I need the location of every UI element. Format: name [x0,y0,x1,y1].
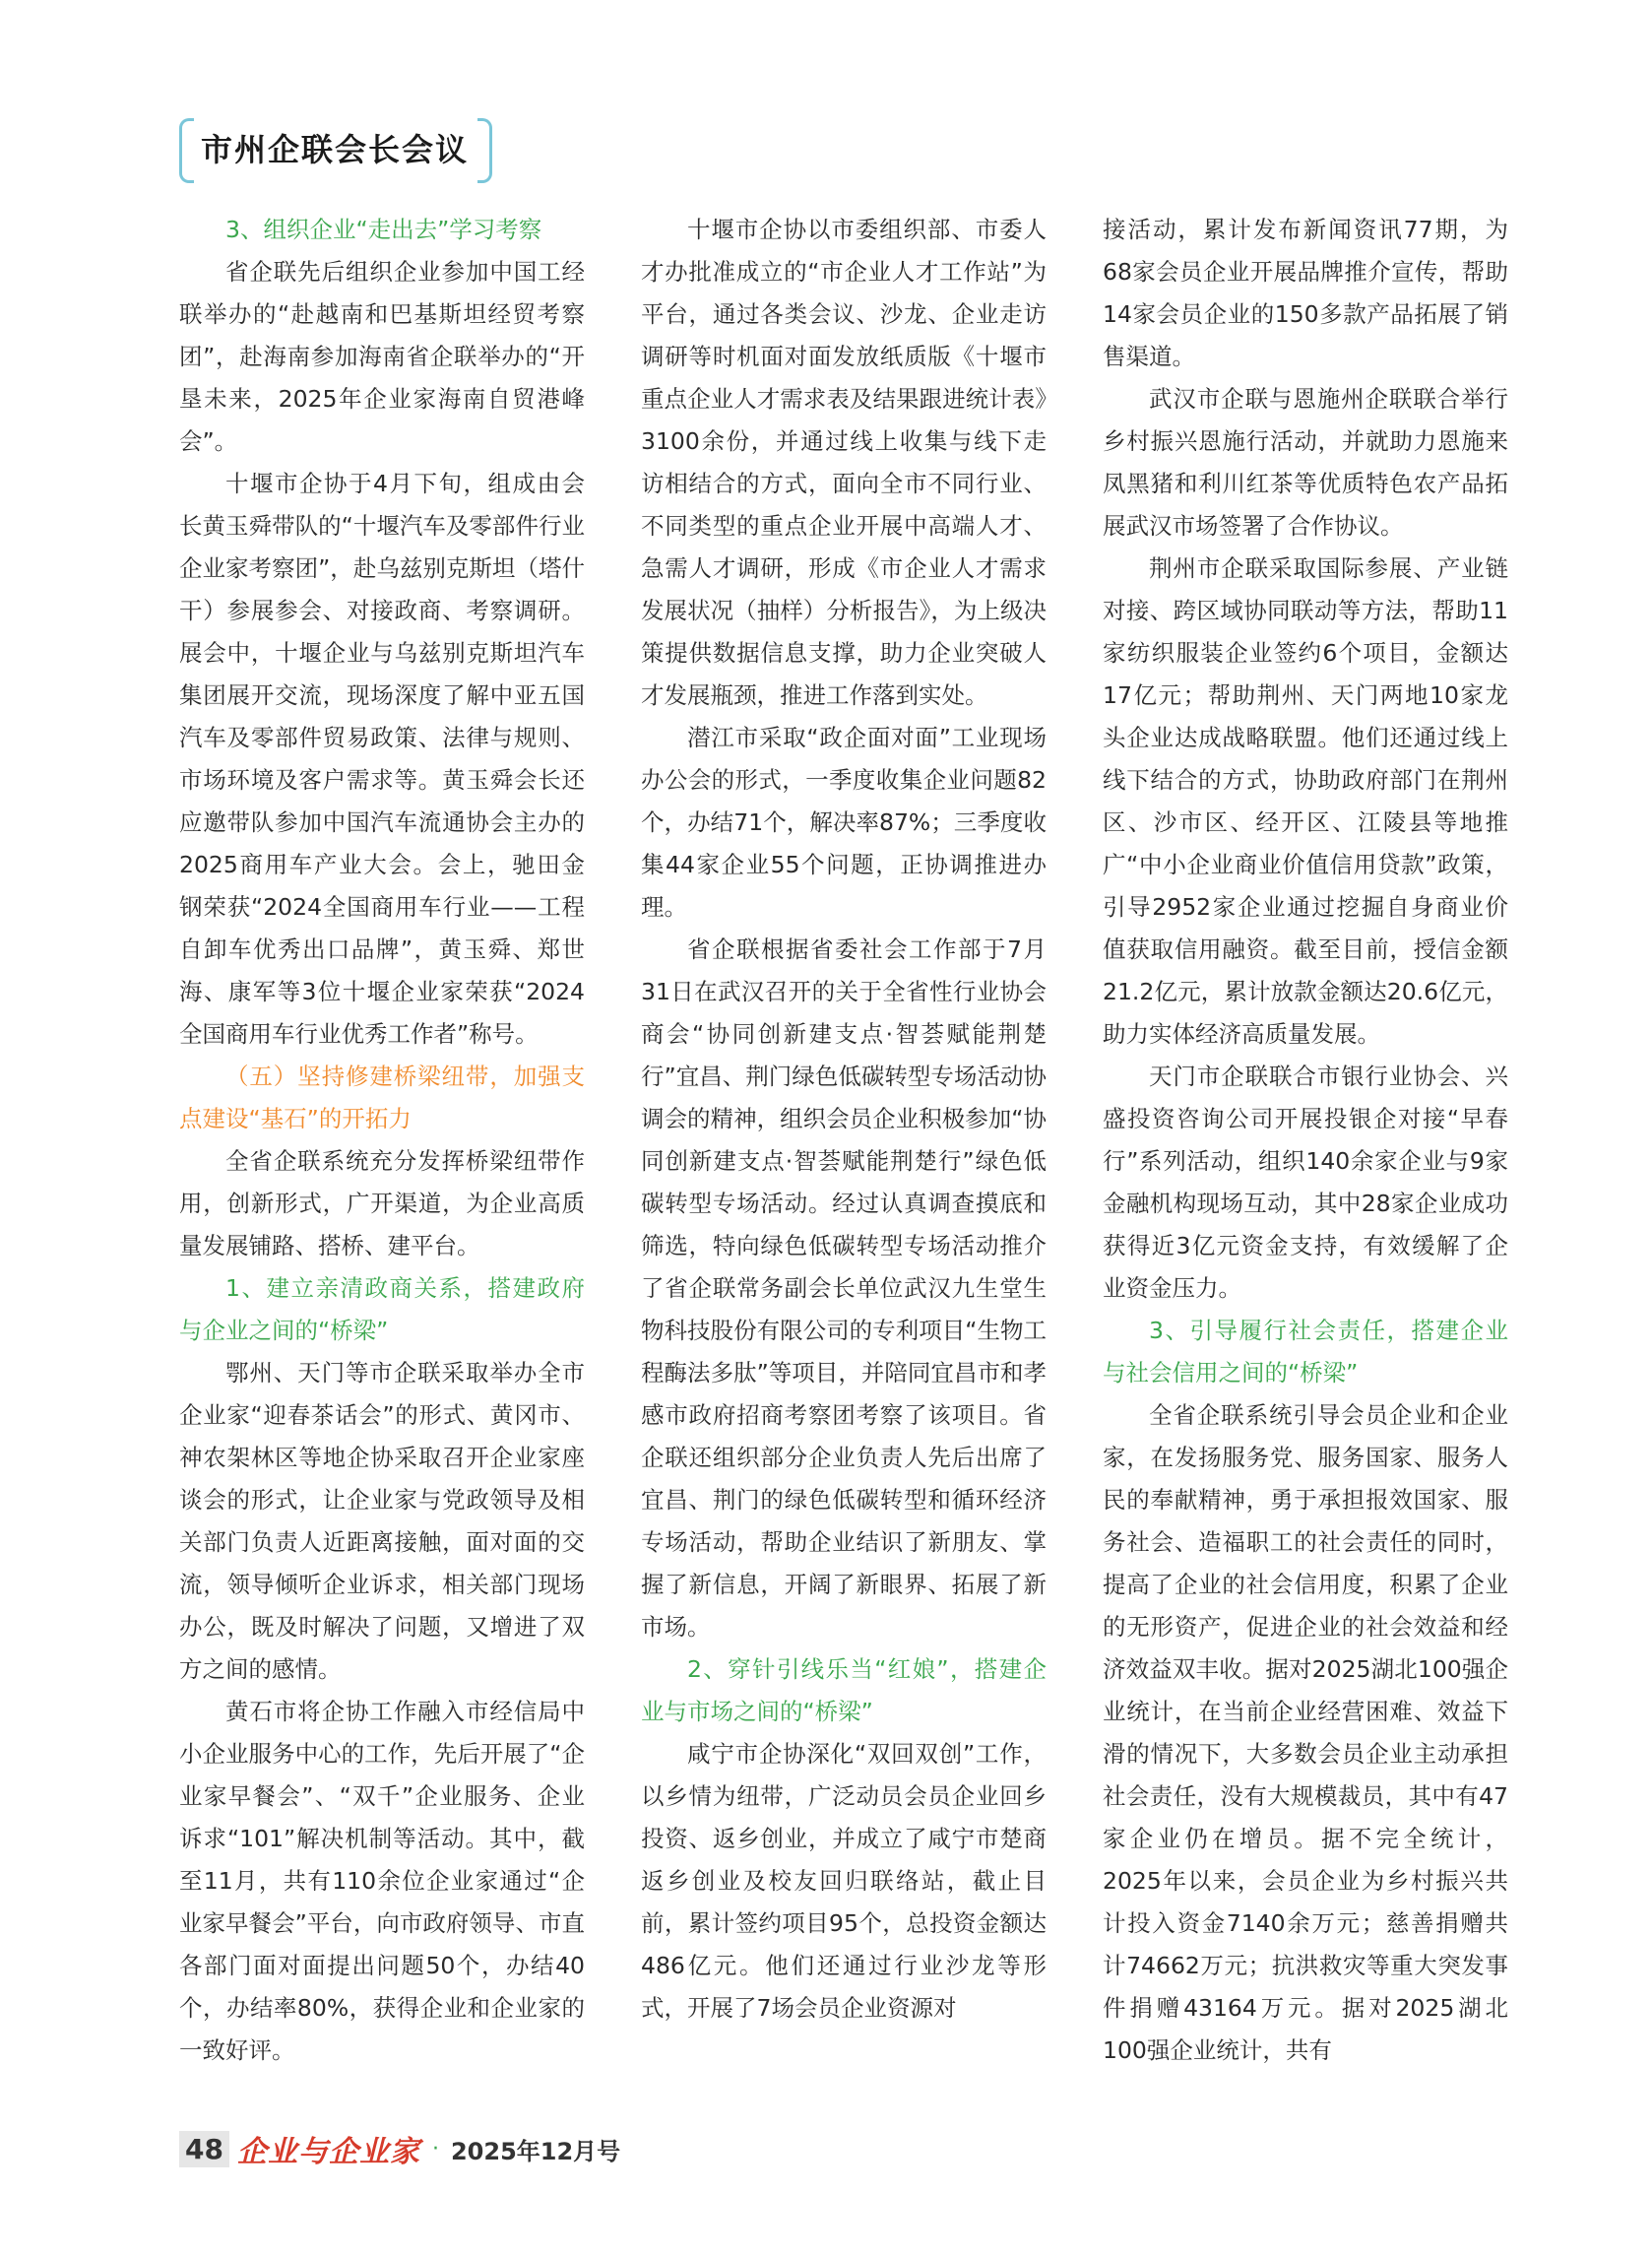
paragraph: 省企联根据省委社会工作部于7月31日在武汉召开的关于全省性行业协会商会“协同创新建支点·智荟赋能荆楚行”宜昌、荆门绿色低碳转型专场活动协调会的精神，组织会员企业积极参加“协同创新建支点·智荟赋能荆楚行”绿色低碳转型专场活动。经过认真调查摸底和筛选，特向绿色低碳转型专场活动推介了省企联常务副会长单位武汉九生堂生物科技股份有限公司的专利项目“生物工程酶法多肽”等项目，并陪同宜昌市和孝感市政府招商考察团考察了该项目。省企联还组织部分企业负责人先后出席了宜昌、荆门的绿色低碳转型和循环经济专场活动，帮助企业结识了新朋友、掌握了新信息，开阔了新眼界、拓展了新市场。 [641,935,1047,1641]
paragraph: 十堰市企协于4月下旬，组成由会长黄玉舜带队的“十堰汽车及零部件行业企业家考察团”，赴乌兹别克斯坦（塔什干）参展参会、对接政商、考察调研。展会中，十堰企业与乌兹别克斯坦汽车集团展开交流，现场深度了解中亚五国汽车及零部件贸易政策、法律与规则、市场环境及客户需求等。黄玉舜会长还应邀带队参加中国汽车流通协会主办的2025商用车产业大会。会上，驰田金钢荣获“2024全国商用车行业——工程自卸车优秀出口品牌”，黄玉舜、郑世海、康军等3位十堰企业家荣获“2024全国商用车行业优秀工作者”称号。 [179,470,585,1048]
paragraph: 省企联先后组织企业参加中国工经联举办的“赴越南和巴基斯坦经贸考察团”，赴海南参加海南省企联举办的“开垦未来，2025年企业家海南自贸港峰会”。 [179,258,585,455]
page-number: 48 [179,2131,229,2167]
article-column-2 [641,209,1047,2030]
paragraph: 黄石市将企协工作融入市经信局中小企业服务中心的工作，先后开展了“企业家早餐会”、“双千”企业服务、企业诉求“101”解决机制等活动。其中，截至11月，共有110余位企业家通过“企业家早餐会”平台，向市政府领导、市直各部门面对面提出问题50个，办结40个，办结率80%，获得企业和企业家的一致好评。 [179,1698,585,2064]
subheading: 2、穿针引线乐当“红娘”，搭建企业与市场之间的“桥梁” [641,1655,1047,1725]
paragraph: 全省企联系统引导会员企业和企业家，在发扬服务党、服务国家、服务人民的奉献精神，勇于承担报效国家、服务社会、造福职工的社会责任的同时，提高了企业的社会信用度，积累了企业的无形资产，促进企业的社会效益和经济效益双丰收。据对2025湖北100强企业统计，在当前企业经营困难、效益下滑的情况下，大多数会员企业主动承担社会责任，没有大规模裁员，其中有47家企业仍在增员。据不完全统计，2025年以来，会员企业为乡村振兴共计投入资金7140余万元；慈善捐赠共计74662万元；抗洪救灾等重大突发事件捐赠43164万元。据对2025湖北100强企业统计，共有 [1103,1401,1508,2064]
paragraph: 武汉市企联与恩施州企联联合举行乡村振兴恩施行活动，并就助力恩施来凤黑猪和利川红茶等优质特色农产品拓展武汉市场签署了合作协议。 [1103,385,1508,540]
paragraph: 天门市企联联合市银行业协会、兴盛投资咨询公司开展投银企对接“早春行”系列活动，组织140余家企业与9家金融机构现场互动，其中28家企业成功获得近3亿元资金支持，有效缓解了企业资金压力。 [1103,1063,1508,1302]
subheading: 3、引导履行社会责任，搭建企业与社会信用之间的“桥梁” [1103,1317,1508,1386]
subheading: 3、组织企业“走出去”学习考察 [225,216,542,243]
issue-date: 2025年12月号 [450,2137,621,2165]
page-footer [179,2127,620,2170]
section-title: 市州企联会长会议 [201,131,470,168]
subheading: （五）坚持修建桥梁纽带，加强支点建设“基石”的开拓力 [179,1063,585,1132]
paragraph: 接活动，累计发布新闻资讯77期，为68家会员企业开展品牌推介宣传，帮助14家会员企业的150多款产品拓展了销售渠道。 [1103,216,1508,370]
paragraph: 咸宁市企协深化“双回双创”工作，以乡情为纽带，广泛动员会员企业回乡投资、返乡创业，并成立了咸宁市楚商返乡创业及校友回归联络站，截止目前，累计签约项目95个，总投资金额达486亿元。他们还通过行业沙龙等形式，开展了7场会员企业资源对 [641,1740,1047,2022]
footer-separator: · [431,2136,439,2161]
article-column-3 [1103,209,1508,2072]
paragraph: 全省企联系统充分发挥桥梁纽带作用，创新形式，广开渠道，为企业高质量发展铺路、搭桥、建平台。 [179,1147,585,1259]
paragraph: 潜江市采取“政企面对面”工业现场办公会的形式，一季度收集企业问题82个，办结71个，解决率87%；三季度收集44家企业55个问题，正协调推进办理。 [641,724,1047,921]
magazine-title: 企业与企业家 [236,2135,420,2169]
subheading: 1、建立亲清政商关系，搭建政府与企业之间的“桥梁” [179,1274,585,1344]
paragraph: 荆州市企联采取国际参展、产业链对接、跨区域协同联动等方法，帮助11家纺织服装企业签约6个项目，金额达17亿元；帮助荆州、天门两地10家龙头企业达成战略联盟。他们还通过线上线下结合的方式，协助政府部门在荆州区、沙市区、经开区、江陵县等地推广“中小企业商业价值信用贷款”政策，引导2952家企业通过挖掘自身商业价值获取信用融资。截至目前，授信金额21.2亿元，累计放款金额达20.6亿元，助力实体经济高质量发展。 [1103,554,1508,1048]
paragraph: 十堰市企协以市委组织部、市委人才办批准成立的“市企业人才工作站”为平台，通过各类会议、沙龙、企业走访调研等时机面对面发放纸质版《十堰市重点企业人才需求表及结果跟进统计表》3100余份，并通过线上收集与线下走访相结合的方式，面向全市不同行业、不同类型的重点企业开展中高端人才、急需人才调研，形成《市企业人才需求发展状况（抽样）分析报告》，为上级决策提供数据信息支撑，助力企业突破人才发展瓶颈，推进工作落到实处。 [641,216,1047,709]
bracket-right-icon [477,118,492,183]
paragraph: 鄂州、天门等市企联采取举办全市企业家“迎春茶话会”的形式、黄冈市、神农架林区等地企协采取召开企业家座谈会的形式，让企业家与党政领导及相关部门负责人近距离接触，面对面的交流，领导倾听企业诉求，相关部门现场办公，既及时解决了问题，又增进了双方之间的感情。 [179,1359,585,1683]
bracket-left-icon [179,118,194,183]
article-column-1 [179,209,585,2072]
section-header [179,118,469,177]
